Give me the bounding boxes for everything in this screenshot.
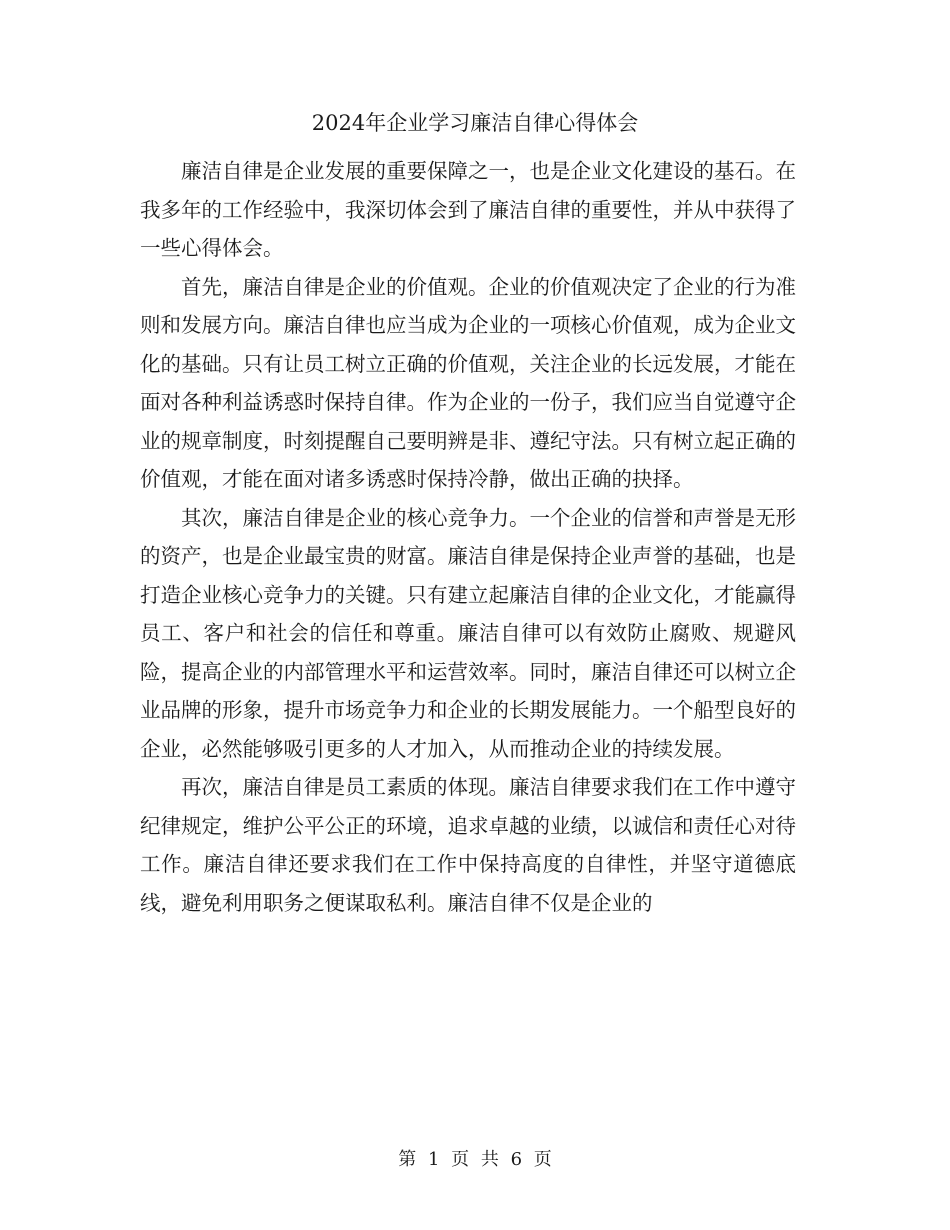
paragraph-4: 再次，廉洁自律是员工素质的体现。廉洁自律要求我们在工作中遵守纪律规定，维护公平公正的环境，追求卓越的业绩，以诚信和责任心对待工作。廉洁自律还要求我们在工作中保持高度的自律性，并坚守道德底线，避免利用职务之便谋取私利。廉洁自律不仅是企业的 bbox=[140, 775, 796, 915]
paragraph-2: 首先，廉洁自律是企业的价值观。企业的价值观决定了企业的行为准则和发展方向。廉洁自律也应当成为企业的一项核心价值观，成为企业文化的基础。只有让员工树立正确的价值观，关注企业的长远发展，才能在面对各种利益诱惑时保持自律。作为企业的一份子，我们应当自觉遵守企业的规章制度，时刻提醒自己要明辨是非、遵纪守法。只有树立起正确的价值观，才能在面对诸多诱惑时保持冷静，做出正确的抉择。 bbox=[140, 274, 796, 491]
document-title: 2024年企业学习廉洁自律心得体会 bbox=[311, 111, 639, 135]
paragraph-3: 其次，廉洁自律是企业的核心竞争力。一个企业的信誉和声誉是无形的资产，也是企业最宝贵的财富。廉洁自律是保持企业声誉的基础，也是打造企业核心竞争力的关键。只有建立起廉洁自律的企业文化，才能赢得员工、客户和社会的信任和尊重。廉洁自律可以有效防止腐败、规避风险，提高企业的内部管理水平和运营效率。同时，廉洁自律还可以树立企业品牌的形象，提升市场竞争力和企业的长期发展能力。一个船型良好的企业，必然能够吸引更多的人才加入，从而推动企业的持续发展。 bbox=[140, 505, 796, 761]
paragraph-1: 廉洁自律是企业发展的重要保障之一，也是企业文化建设的基石。在我多年的工作经验中，我深切体会到了廉洁自律的重要性，并从中获得了一些心得体会。 bbox=[140, 159, 796, 260]
document-body bbox=[140, 152, 796, 922]
page-number-footer: 第 1 页 共 6 页 bbox=[398, 1149, 552, 1170]
